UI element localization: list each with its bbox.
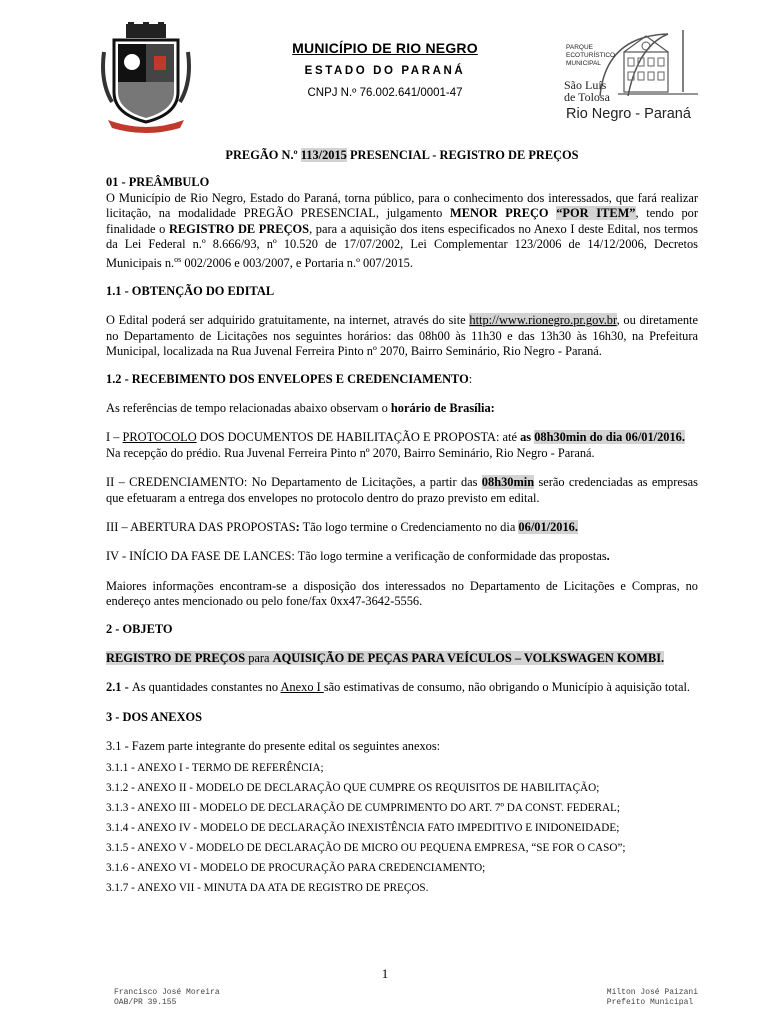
document-title: PREGÃO N.º 113/2015 PRESENCIAL - REGISTRO DE PREÇOS [225,148,579,162]
annex-item: 3.1.6 - ANEXO VI - MODELO DE PROCURAÇÃO PARA CREDENCIAMENTO; [106,861,486,874]
item-lances: IV - INÍCIO DA FASE DE LANCES: Tão logo termine a verificação de conformidade das propostas. [106,549,610,564]
time-reference: As referências de tempo relacionadas abaixo observam o horário de Brasília: [106,401,495,415]
document-body [106,148,698,895]
coat-of-arms-icon [100,22,192,134]
annex-item: 3.1.7 - ANEXO VII - MINUTA DA ATA DE REGISTRO DE PREÇOS. [106,881,429,894]
annex-item: 3.1.1 - ANEXO I - TERMO DE REFERÊNCIA; [106,761,324,774]
park-logo-city: Rio Negro - Paraná [566,106,691,122]
website-link[interactable]: http://www.rionegro.pr.gov.br [469,313,617,328]
section-heading-2: 2 - OBJETO [106,621,173,636]
item-abertura: III – ABERTURA DAS PROPOSTAS: Tão logo termine o Credenciamento no dia 06/01/2016. [106,520,578,535]
section-heading-1-2: 1.2 - RECEBIMENTO DOS ENVELOPES E CREDENCIAMENTO: [106,371,473,386]
annex-item: 3.1.3 - ANEXO III - MODELO DE DECLARAÇÃO DE CUMPRIMENTO DO ART. 7º DA CONST. FEDERAL; [106,801,620,814]
cnpj: CNPJ N.º 76.002.641/0001-47 [307,87,463,99]
item-2-1: 2.1 - As quantidades constantes no Anexo I são estimativas de consumo, não obrigando o Município à aquisição total. [106,680,690,695]
park-logo-caption: PARQUE ECOTURÍSTICO MUNICIPAL [566,44,616,67]
preamble-paragraph: O Município de Rio Negro, Estado do Paraná, torna público, para o conhecimento dos interessados, que fará realizar licitação, na modalidade PREGÃO PRESENCIAL, julgamento MENOR PREÇO “POR ITEM”, tendo por finalidade o REGISTRO DE PREÇOS, para a aquisição dos itens especificados no Anexo I deste Edital, nos termos da Lei Federal n.º 8.666/93, nº 10.520 de 17/07/2002, Lei Complementar 123/2006 de 14/12/2006, Decretos Municipais n.$^{os}$ 002/2006 e 003/2007, e Portaria n.º 007/2015. [106,190,698,271]
pregao-number: 113/2015 [300,148,347,162]
municipality-name: MUNICÍPIO DE RIO NEGRO [292,40,478,56]
park-logo-name: São Luís de Tolosa [564,78,610,104]
annex-item: 3.1.4 - ANEXO IV - MODELO DE DECLARAÇÃO INEXISTÊNCIA FATO IMPEDITIVO E INIDONEIDADE; [106,821,620,834]
state-name: ESTADO DO PARANÁ [304,65,466,77]
annex-item: 3.1.5 - ANEXO V - MODELO DE DECLARAÇÃO DE MICRO OU PEQUENA EMPRESA, “SE FOR O CASO”; [106,841,626,854]
page-number: 1 [381,966,389,981]
signature-lawyer: Francisco José Moreira OAB/PR 39.155 [114,988,220,1007]
section-heading-01: 01 - PREÂMBULO [106,175,210,190]
section-heading-1-1: 1.1 - OBTENÇÃO DO EDITAL [106,283,275,298]
signature-mayor: Milton José Paizani Prefeito Municipal [606,988,698,1007]
annex-intro: 3.1 - Fazem parte integrante do presente edital os seguintes anexos: [106,739,441,754]
edital-paragraph: O Edital poderá ser adquirido gratuitamente, na internet, através do site http://www.rionegro.pr.gov.br, ou diretamente no Departamento de Licitações nos seguintes horários: das 08h00 às 11h30 e das 13h30 às 16h30, na Prefeitura Municipal, localizada na Rua Juvenal Ferreira Pinto nº 2070, Bairro Seminário, Rio Negro - Paraná. [106,313,698,359]
letterhead [270,40,500,99]
object-statement: REGISTRO DE PREÇOS para AQUISIÇÃO DE PEÇAS PARA VEÍCULOS – VOLKSWAGEN KOMBI. [106,651,665,666]
section-heading-3: 3 - DOS ANEXOS [106,709,203,724]
item-credenciamento: II – CREDENCIAMENTO: No Departamento de Licitações, a partir das 08h30min serão credenciadas as empresas que efetuaram a entrega dos envelopes no protocolo dentro do prazo previsto em edital. [106,475,698,505]
item-protocolo: I – PROTOCOLO DOS DOCUMENTOS DE HABILITAÇÃO E PROPOSTA: até as 08h30min do dia 06/01/2016. Na recepção do prédio. Rua Juvenal Ferreira Pinto nº 2070, Bairro Seminário, Rio Negro - Paraná. [106,430,685,460]
more-info-paragraph: Maiores informações encontram-se a disposição dos interessados no Departamento de Licitações e Compras, no endereço antes mencionado ou pelo fone/fax 0xx47-3642-5556. [106,578,698,609]
annex-item: 3.1.2 - ANEXO II - MODELO DE DECLARAÇÃO QUE CUMPRE OS REQUISITOS DE HABILITAÇÃO; [106,781,600,794]
